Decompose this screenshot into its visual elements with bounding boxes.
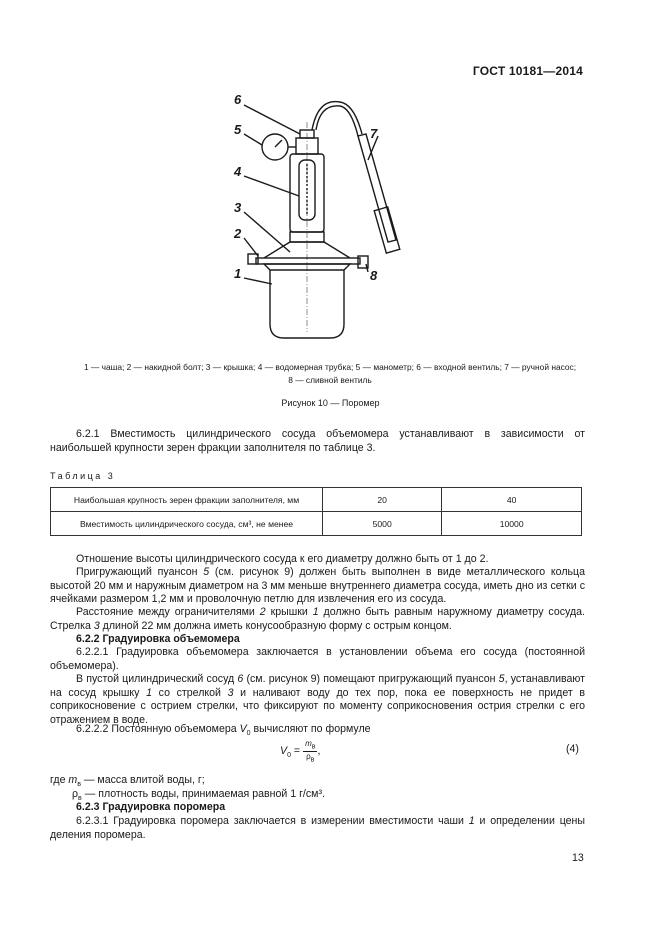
subscript: в xyxy=(77,781,81,789)
hand-pump xyxy=(358,134,396,242)
formula-4 xyxy=(280,739,400,769)
subscript: в xyxy=(311,743,316,751)
subscript: 0 xyxy=(246,730,251,738)
paragraph-6-2-3-1 xyxy=(50,815,585,842)
fraction xyxy=(303,739,317,763)
variable: V xyxy=(239,723,247,735)
text-run: — масса влитой воды, г; xyxy=(80,774,205,786)
text-run: , устанавливают на сосуд крышку xyxy=(50,673,585,699)
callout-1: 1 xyxy=(234,266,242,281)
text-run: В пустой цилиндрический сосуд xyxy=(76,673,238,685)
text-run: 6.2.3.1 Градуировка поромера заключается в измерении вместимости чаши xyxy=(76,815,469,827)
item-number: 1 xyxy=(312,606,319,618)
callout-2: 2 xyxy=(234,226,242,241)
table-cell: Наибольшая крупность зерен фракции заполнителя, мм xyxy=(51,488,323,512)
text-run: Расстояние между ограничителями xyxy=(76,606,260,618)
legend-line-1: 1 — чаша; 2 — накидной болт; 3 — крышка; 4 — водомерная трубка; 5 — манометр; 6 — входной вентиль; 7 — ручной насос; xyxy=(83,362,577,372)
table-cell: Вместимость цилиндрического сосуда, см³, не менее xyxy=(51,512,323,536)
text-run: — плотность воды, принимаемая равной 1 г/см³. xyxy=(81,788,325,800)
equals-sign: = xyxy=(290,744,304,757)
table-row xyxy=(51,512,582,536)
item-number: 6 xyxy=(237,673,244,685)
table-row xyxy=(51,488,582,512)
text-run: длиной 22 мм должна иметь конусообразную форму с острым концом. xyxy=(99,619,452,632)
text-run: (см. рисунок 9) должен быть выполнен в виде металлического кольца высотой 20 мм и наружным диаметром на 3 мм меньше внутреннего диаметра сосуда, иметь дно из сетки с ячейками размером 1,2 мм и проволочную петлю для извлечения его из сосуда. xyxy=(50,566,585,606)
callout-5: 5 xyxy=(234,122,242,137)
equation-number: (4) xyxy=(566,743,579,755)
table-cell: 5000 xyxy=(323,512,442,536)
item-number: 3 xyxy=(93,619,100,632)
item-number: 5 xyxy=(498,673,505,685)
item-number: 1 xyxy=(146,686,153,699)
text-run: и определении цены деления поромера. xyxy=(50,815,585,841)
text-run: со стрелкой xyxy=(152,686,228,699)
denominator xyxy=(303,752,317,764)
table-3 xyxy=(50,487,582,536)
porometer-figure xyxy=(220,92,410,342)
item-number: 5 xyxy=(203,566,210,578)
callout-3: 3 xyxy=(234,200,242,215)
table-cell: 20 xyxy=(323,488,442,512)
text-run: должно быть равным наружному диаметру сосуда. Стрелка xyxy=(50,606,585,632)
text-run: и наливают воду до тех пор, пока ее поверхность не придет в соприкосновение с острием стрелки, что фиксируют по моменту соприкосновения острия стрелки с его отражением в воде. xyxy=(50,686,586,726)
callout-7: 7 xyxy=(370,126,378,141)
numerator xyxy=(303,739,317,752)
cover-flange xyxy=(256,258,360,264)
callout-4: 4 xyxy=(234,164,242,179)
figure-caption: Рисунок 10 — Поромер xyxy=(281,398,380,408)
heading-6-2-2: 6.2.2 Градуировка объемомера xyxy=(76,633,240,645)
paragraph-6-2-1: 6.2.1 Вместимость цилиндрического сосуда объемомера устанавливают в зависимости от наибольшей крупности зерен фракции заполнителя по таблице 3. xyxy=(50,428,585,454)
denominator-var: ρ xyxy=(306,751,311,761)
item-number: 2 xyxy=(259,606,266,618)
numerator-var: m xyxy=(305,739,312,748)
paragraph-fill xyxy=(50,673,585,727)
figure-legend xyxy=(50,361,610,387)
item-number: 1 xyxy=(468,815,475,827)
text-run: Пригружающий пуансон xyxy=(76,566,204,578)
text-run: крышки xyxy=(265,606,313,618)
paragraph-ratio: Отношение высоты цилиндрического сосуда к его диаметру должно быть от 1 до 2. xyxy=(76,553,489,565)
porometer-drawing xyxy=(220,92,410,342)
callout-8: 8 xyxy=(370,268,378,283)
table-cell: 10000 xyxy=(442,512,582,536)
paragraph-6-2-2-1: 6.2.2.1 Градуировка объемомера заключается в установлении объема его сосуда (постоянной объемомера). xyxy=(50,646,585,672)
text-run: 6.2.2.2 Постоянную объемомера xyxy=(76,723,240,735)
subscript: 0 xyxy=(287,752,291,759)
formula-comma: , xyxy=(317,744,321,757)
legend-line-2: 8 — сливной вентиль xyxy=(288,375,372,385)
text-run: вычисляют по формуле xyxy=(250,723,371,735)
paragraph-punch xyxy=(50,566,585,607)
subscript: в xyxy=(310,756,315,764)
page-number: 13 xyxy=(572,852,584,864)
paragraph-limiters xyxy=(50,606,585,633)
item-number: 3 xyxy=(227,686,234,699)
text-run: (см. рисунок 9) помещают пригружающий пуансон xyxy=(243,673,499,685)
subscript: в xyxy=(78,795,82,803)
callout-6: 6 xyxy=(234,92,242,107)
formula-lhs: V xyxy=(280,744,288,757)
document-header: ГОСТ 10181—2014 xyxy=(472,64,583,78)
table-title: Таблица 3 xyxy=(50,471,116,481)
table-cell: 40 xyxy=(442,488,582,512)
text-run: где xyxy=(50,774,69,786)
variable: ρ xyxy=(72,788,79,800)
pump-handle xyxy=(374,207,400,253)
variable: m xyxy=(68,774,78,786)
heading-6-2-3: 6.2.3 Градуировка поромера xyxy=(76,801,226,813)
